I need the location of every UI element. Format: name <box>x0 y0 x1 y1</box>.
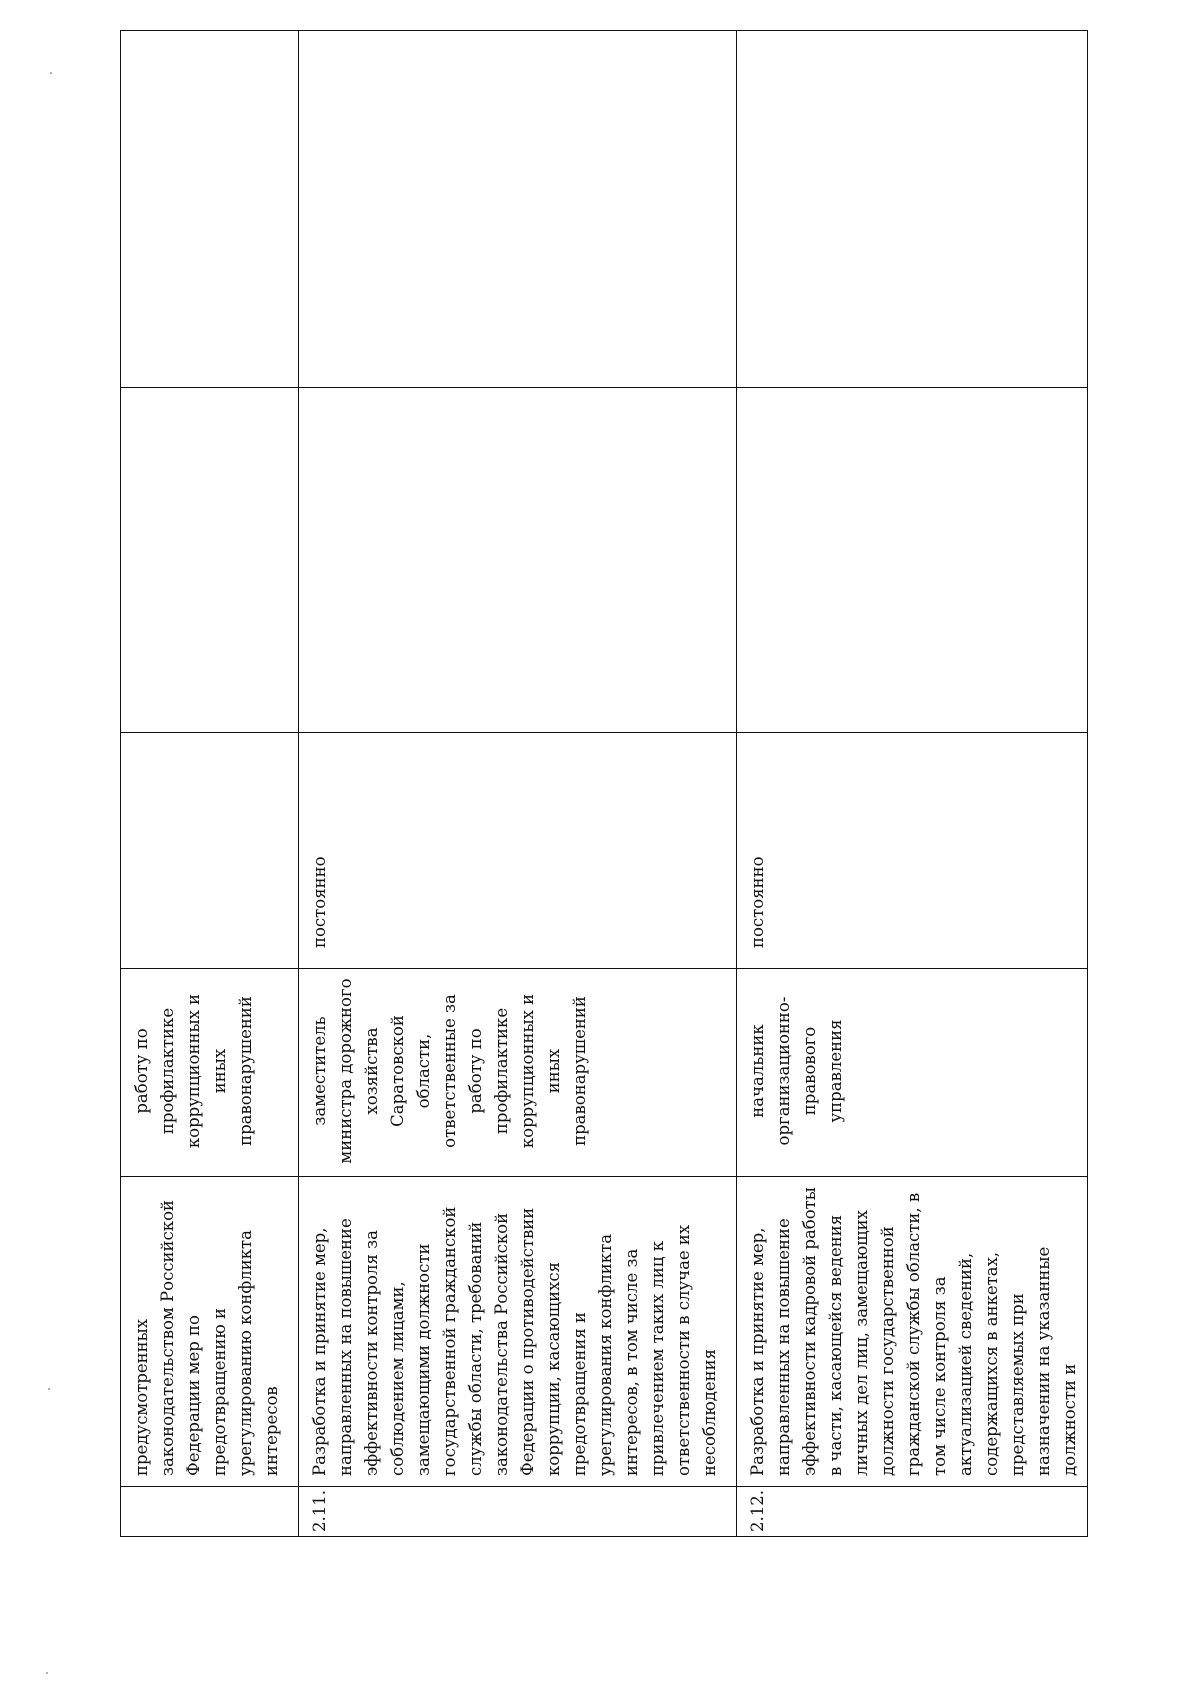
scan-speck <box>48 1388 50 1390</box>
empty-cell <box>737 31 1088 388</box>
row-number-cell: 2.12. <box>737 1487 1088 1537</box>
responsible-cell: заместитель министра дорожного хозяйства Саратовской области, ответственные за работу по профилактике коррупционных и иных правонарушений <box>299 969 737 1177</box>
empty-cell <box>121 388 299 733</box>
table-row <box>737 31 1088 1537</box>
term-cell: постоянно <box>737 733 1088 969</box>
row-number-cell: 2.11. <box>299 1487 737 1537</box>
table-row <box>121 31 299 1537</box>
scan-speck <box>50 72 52 74</box>
term-cell: постоянно <box>299 733 737 969</box>
measure-cell: Разработка и принятие мер, направленных на повышение эффективности контроля за соблюдением лицами, замещающими должности государственной гражданской службы области, требований законодательства Российской Федерации о противодействии коррупции, касающихся предотвращения и урегулирования конфликта интересов, в том числе за привлечением таких лиц к ответственности в случае их несоблюдения <box>299 1177 737 1487</box>
measure-cell: предусмотренных законодательством Российской Федерации мер по предотвращению и урегулированию конфликта интересов <box>121 1177 299 1487</box>
table-row <box>299 31 737 1537</box>
anticorruption-plan-table <box>120 30 1088 1537</box>
empty-cell <box>299 31 737 388</box>
scan-speck <box>46 1672 48 1674</box>
empty-cell <box>121 31 299 388</box>
row-number-cell <box>121 1487 299 1537</box>
responsible-cell: работу по профилактике коррупционных и иных правонарушений <box>121 969 299 1177</box>
empty-cell <box>299 388 737 733</box>
rotated-table-container <box>120 113 1078 1537</box>
measure-cell: Разработка и принятие мер, направленных на повышение эффективности кадровой работы в части, касающейся ведения личных дел лиц, замещающих должности государственной гражданской службы области, в том числе контроля за актуализацией сведений, содержащихся в анкетах, представляемых при назначении на указанные должности и <box>737 1177 1088 1487</box>
responsible-cell: начальник организационно-правового управления <box>737 969 1088 1177</box>
term-cell <box>121 733 299 969</box>
empty-cell <box>737 388 1088 733</box>
